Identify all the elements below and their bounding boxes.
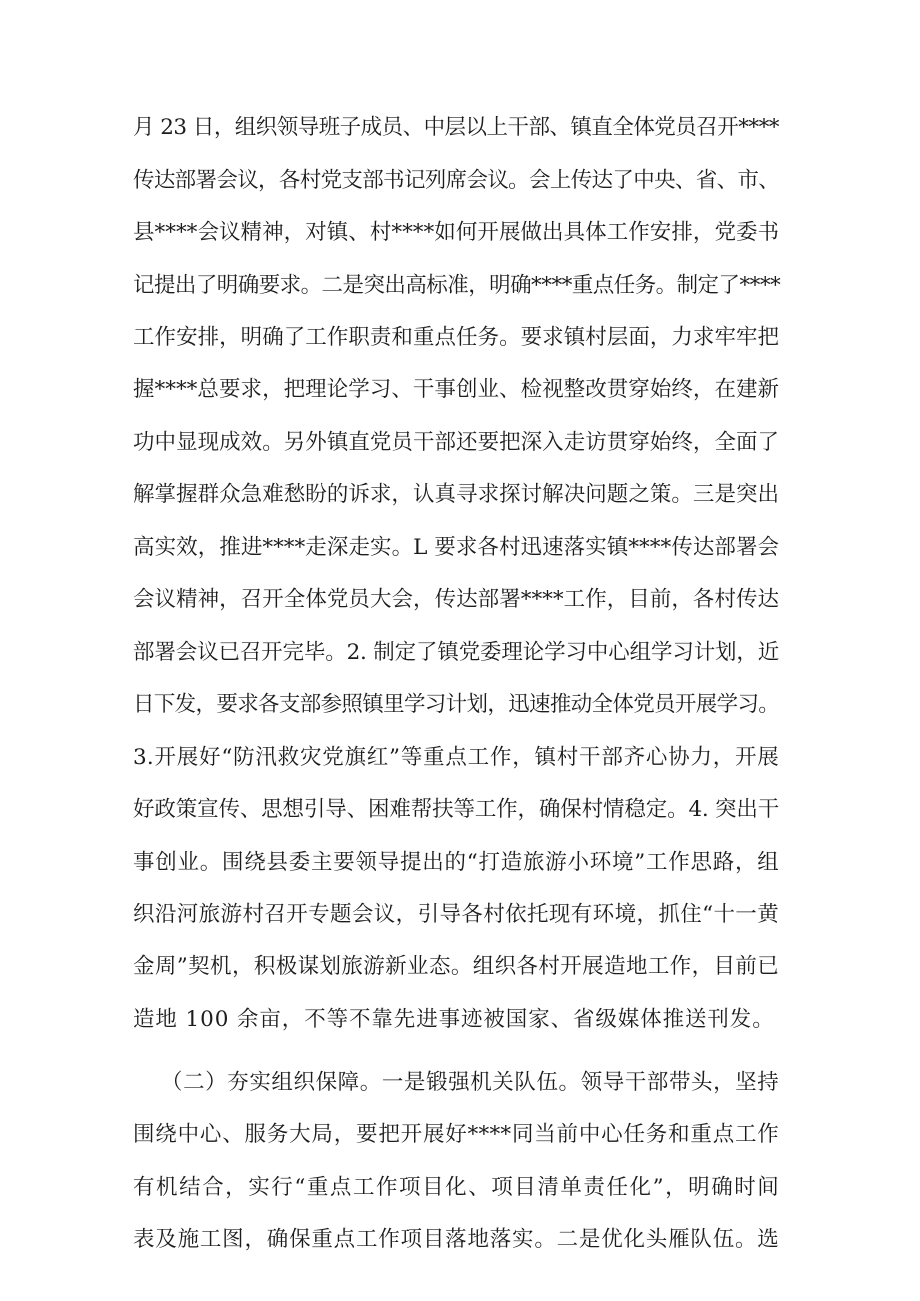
paragraph-1-line-1: 月 23 日，组织领导班子成员、中层以上干部、镇直全体党员召开****	[133, 115, 779, 140]
paragraph-1-line-13: 3.开展好“防汛救灾党旗红”等重点工作，镇村干部齐心协力，开展	[133, 745, 779, 770]
paragraph-2-line-4: 表及施工图，确保重点工作项目落地落实。二是优化头雁队伍。选	[133, 1227, 779, 1252]
paragraph-1-line-8: 解掌握群众急难愁盼的诉求，认真寻求探讨解决问题之策。三是突出	[133, 482, 779, 507]
paragraph-1-line-3: 县****会议精神，对镇、村****如何开展做出具体工作安排，党委书	[133, 220, 779, 245]
paragraph-1-line-15: 事创业。围绕县委主要领导提出的“打造旅游小环境”工作思路，组	[133, 850, 779, 875]
paragraph-1-line-12: 日下发，要求各支部参照镇里学习计划，迅速推动全体党员开展学习。	[133, 692, 779, 717]
paragraph-1-line-9: 高实效，推进****走深走实。L 要求各村迅速落实镇****传达部署会	[133, 535, 779, 560]
paragraph-1-line-7: 功中显现成效。另外镇直党员干部还要把深入走访贯穿始终，全面了	[133, 430, 779, 455]
paragraph-2-line-2: 围绕中心、服务大局，要把开展好****同当前中心任务和重点工作	[133, 1122, 779, 1147]
paragraph-1-line-16: 织沿河旅游村召开专题会议，引导各村依托现有环境，抓住“十一黄	[133, 902, 779, 927]
paragraph-1-line-17: 金周”契机，积极谋划旅游新业态。组织各村开展造地工作，目前已	[133, 954, 779, 979]
paragraph-1-line-4: 记提出了明确要求。二是突出高标准，明确****重点任务。制定了****	[133, 273, 781, 298]
paragraph-1-line-2: 传达部署会议，各村党支部书记列席会议。会上传达了中央、省、市、	[133, 168, 779, 193]
paragraph-2-line-1: （二）夯实组织保障。一是锻强机关队伍。领导干部带头，坚持	[161, 1070, 779, 1095]
paragraph-1-line-6: 握****总要求，把理论学习、干事创业、检视整改贯穿始终，在建新	[133, 377, 779, 402]
paragraph-1-line-5: 工作安排，明确了工作职责和重点任务。要求镇村层面，力求牢牢把	[133, 325, 779, 350]
paragraph-1-line-11: 部署会议已召开完毕。2. 制定了镇党委理论学习中心组学习计划，近	[133, 640, 779, 665]
paragraph-1-line-18: 造地 100 余亩，不等不靠先进事迹被国家、省级媒体推送刊发。	[133, 1007, 775, 1032]
paragraph-2-line-3: 有机结合，实行“重点工作项目化、项目清单责任化”，明确时间	[133, 1175, 779, 1200]
paragraph-1-line-14: 好政策宣传、思想引导、困难帮扶等工作，确保村情稳定。4. 突出干	[133, 797, 779, 822]
paragraph-1-line-10: 会议精神，召开全体党员大会，传达部署****工作，目前，各村传达	[133, 587, 779, 612]
